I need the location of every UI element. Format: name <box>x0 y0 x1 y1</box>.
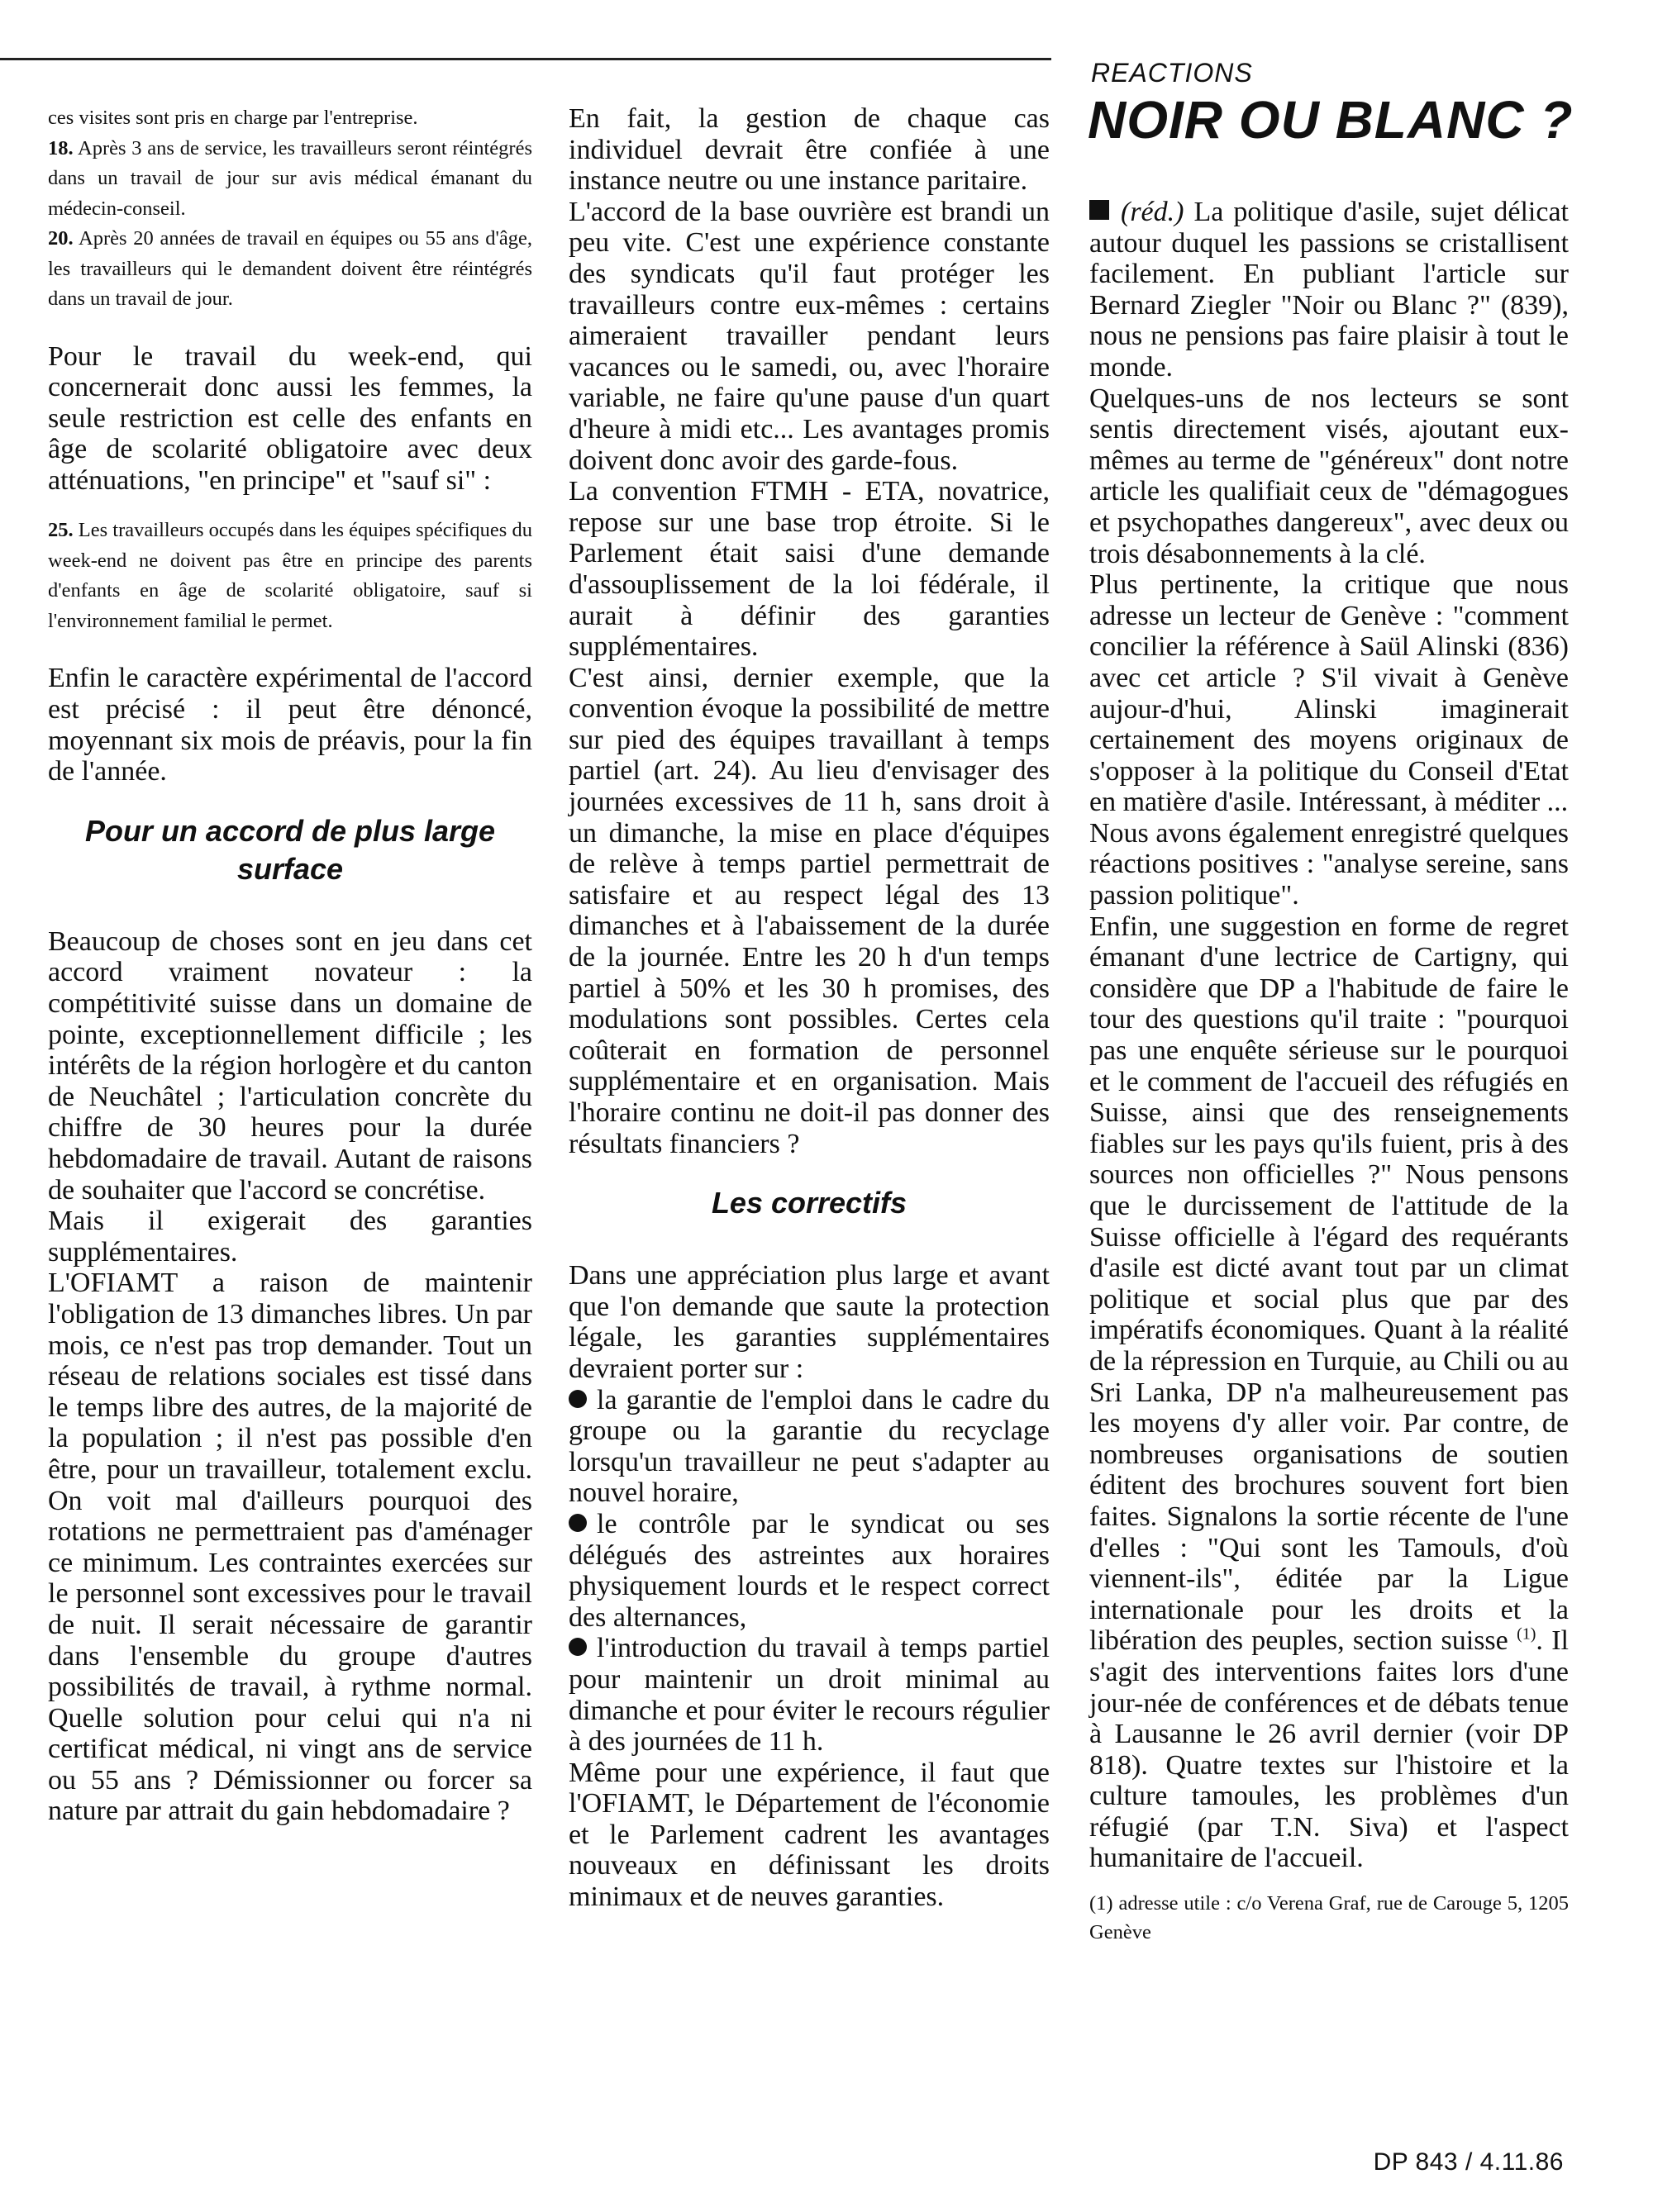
paragraph: La convention FTMH - ETA, novatrice, repose sur une base trop étroite. Si le Parlement était saisi d'une demande d'assouplissement de la loi fédérale, il aurait à définir des garanties supplémentaires. <box>569 476 1050 663</box>
paragraph: Enfin le caractère expérimental de l'accord est précisé : il peut être dénoncé, moyennant six mois de préavis, pour la fin de l'année. <box>48 663 532 787</box>
issue-footer: DP 843 / 4.11.86 <box>1373 2148 1564 2176</box>
bullet-item: la garantie de l'emploi dans le cadre du groupe ou la garantie du recyclage lorsqu'un travailleur ne peut s'adapter au nouvel horaire, <box>569 1384 1050 1509</box>
paragraph: Plus pertinente, la critique que nous adresse un lecteur de Genève : "comment concilier la référence à Saül Alinski (836) avec cet article ? S'il vivait à Genève aujour-d'hui, Alinski imaginerait certainement des moyens originaux de s'opposer à la politique du Conseil d'Etat en matière d'asile. Intéressant, à méditer ... <box>1089 569 1569 818</box>
paragraph: L'accord de la base ouvrière est brandi un peu vite. C'est une expérience constante des syndicats qu'il faut protéger les travailleurs contre eux-mêmes : certains aimeraient travailler pendant leurs vacances ou le samedi, ou, avec l'horaire variable, ne faire qu'une pause d'un quart d'heure à midi etc... Les avantages promis doivent donc avoir des garde-fous. <box>569 196 1050 476</box>
paragraph: C'est ainsi, dernier exemple, que la convention évoque la possibilité de mettre sur pied des équipes travaillant à temps partiel (art. 24). Au lieu d'envisager des journées excessives de 11 h, sans droit à un dimanche, la mise en place d'équipes de relève à temps partiel permettrait de satisfaire et au respect légal des 13 dimanches et à l'abaissement de la durée de la journée. Entre les 20 h d'un temps partiel à 50% et les 30 h promises, des modulations sont possibles. Certes cela coûterait en formation de personnel supplémentaire et en organisation. Mais l'horaire continu ne doit-il pas donner des résultats financiers ? <box>569 662 1050 1159</box>
paragraph: L'OFIAMT a raison de maintenir l'obligation de 13 dimanches libres. Un par mois, ce n'est pas trop demander. Tout un réseau de relations sociales est tissé dans le temps libre des autres, de la majorité de la population ; il n'est pas possible d'en être, pour un travailleur, totalement exclu. On voit mal d'ailleurs pourquoi des rotations ne permettraient pas d'aménager ce minimum. Les contraintes exercées sur le personnel sont excessives pour le travail de nuit. Il serait nécessaire de garantir dans l'ensemble du groupe d'autres possibilités de travail, à rythme normal. Quelle solution pour celui qui n'a ni certificat médical, ni vingt ans de service ou 55 ans ? Démissionner ou forcer sa nature par attrait du gain hebdomadaire ? <box>48 1268 532 1827</box>
article-headline: NOIR OU BLANC ? <box>1088 90 1574 150</box>
list-item: ces visites sont pris en charge par l'entreprise. <box>48 107 418 129</box>
list-item: 25. Les travailleurs occupés dans les équipes spécifiques du week-end ne doivent pas être en principe des parents d'enfants en âge de scolarité obligatoire, sauf si l'environnement familial le permet. <box>48 519 532 632</box>
paragraph: Dans une appréciation plus large et avant que l'on demande que saute la protection légale, les garanties supplémentaires devraient porter sur : <box>569 1260 1050 1384</box>
bullet-item: l'introduction du travail à temps partiel pour maintenir un droit minimal au dimanche et pour éviter le recours régulier à des journées de 11 h. <box>569 1633 1050 1758</box>
subheading: Les correctifs <box>711 1186 907 1220</box>
bullet-item: le contrôle par le syndicat ou ses délégués des astreintes aux horaires physiquement lourds et le respect correct des alternances, <box>569 1508 1050 1633</box>
square-bullet-icon <box>1089 200 1109 220</box>
paragraph: En fait, la gestion de chaque cas individuel devrait être confiée à une instance neutre ou une instance paritaire. <box>569 103 1050 197</box>
paragraph: Quelques-uns de nos lecteurs se sont sentis directement visés, ajoutant eux-mêmes au terme de "généreux" dont notre article les qualifiait ceux de "démagogues et psychopathes dangereux", avec deux ou trois désabonnements à la clé. <box>1089 383 1569 569</box>
bullet-icon <box>569 1390 587 1408</box>
subheading: Pour un accord de plus large surface <box>84 813 496 886</box>
list-item: 18. Après 3 ans de service, les travailleurs seront réintégrés dans un travail de jour sur avis médical émanant du médecin-conseil. <box>48 136 532 220</box>
bullet-icon <box>569 1638 587 1656</box>
paragraph: Pour le travail du week-end, qui concernerait donc aussi les femmes, la seule restriction est celle des enfants en âge de scolarité obligatoire avec deux atténuations, "en principe" et "sauf si" : <box>48 340 532 496</box>
paragraph: Beaucoup de choses sont en jeu dans cet accord vraiment novateur : la compétitivité suisse dans un domaine de pointe, exceptionnellement difficile ; les intérêts de la région horlogère et du canton de Neuchâtel ; l'articulation concrète du chiffre de 30 heures pour la durée hebdomadaire de travail. Autant de raisons de souhaiter que l'accord se concrétise. <box>48 925 532 1206</box>
paragraph: Même pour une expérience, il faut que l'OFIAMT, le Département de l'économie et le Parlement cadrent les avantages nouveaux en définissant les droits minimaux et de neuves garanties. <box>569 1757 1050 1913</box>
list-item: 20. Après 20 années de travail en équipes ou 55 ans d'âge, les travailleurs qui le demandent doivent être réintégrés dans un travail de jour. <box>48 227 532 310</box>
footnote: (1) adresse utile : c/o Verena Graf, rue de Carouge 5, 1205 Genève <box>1089 1892 1569 1944</box>
paragraph: Enfin, une suggestion en forme de regret émanant d'une lectrice de Cartigny, qui considère que DP a l'habitude de faire le tour des questions qu'il traite : "pourquoi pas une enquête sérieuse sur le pourquoi et le comment de l'accueil des réfugiés en Suisse, ainsi que des renseignements fiables sur les pays qu'ils fuient, pris à des sources non officielles ?" Nous pensons que le durcissement de l'attitude de la Suisse officielle à l'égard des requérants d'asile est dicté avant tout par un climat politique et social plus que par des impératifs économiques. Quant à la réalité de la répression en Turquie, au Chili ou au Sri Lanka, DP n'a malheureusement pas les moyens d'y aller voir. Par contre, de nombreuses organisations de soutien éditent des brochures souvent fort bien faites. Signalons la sortie récente de l'une d'elles : "Qui sont les Tamouls, d'où viennent-ils", éditée par la Ligue internationale pour les droits et la libération des peuples, section suisse $^{(1)}$. Il s'agit des interventions faites lors d'une jour-née de conférences et de débats tenue à Lausanne le 26 avril dernier (voir DP 818). Quatre textes sur l'histoire et la culture tamoules, les problèmes d'un réfugié (par T.N. Siva) et l'aspect humanitaire de l'accueil. <box>1089 911 1569 1874</box>
column-2 <box>569 103 1050 1913</box>
paragraph: Nous avons également enregistré quelques réactions positives : "analyse sereine, sans passion politique". <box>1089 817 1569 911</box>
column-1 <box>48 103 532 1827</box>
footnote-ref: (1) <box>1517 1625 1536 1644</box>
top-rule <box>0 58 1051 60</box>
bullet-icon <box>569 1514 587 1532</box>
paragraph: (réd.) La politique d'asile, sujet délicat autour duquel les passions se cristallisent facilement. En publiant l'article sur Bernard Ziegler "Noir ou Blanc ?" (839), nous ne pensions pas faire plaisir à tout le monde. <box>1089 197 1570 383</box>
paragraph: Mais il exigerait des garanties supplémentaires. <box>48 1206 532 1268</box>
section-kicker: REACTIONS <box>1091 58 1253 88</box>
column-3 <box>1089 197 1569 1947</box>
